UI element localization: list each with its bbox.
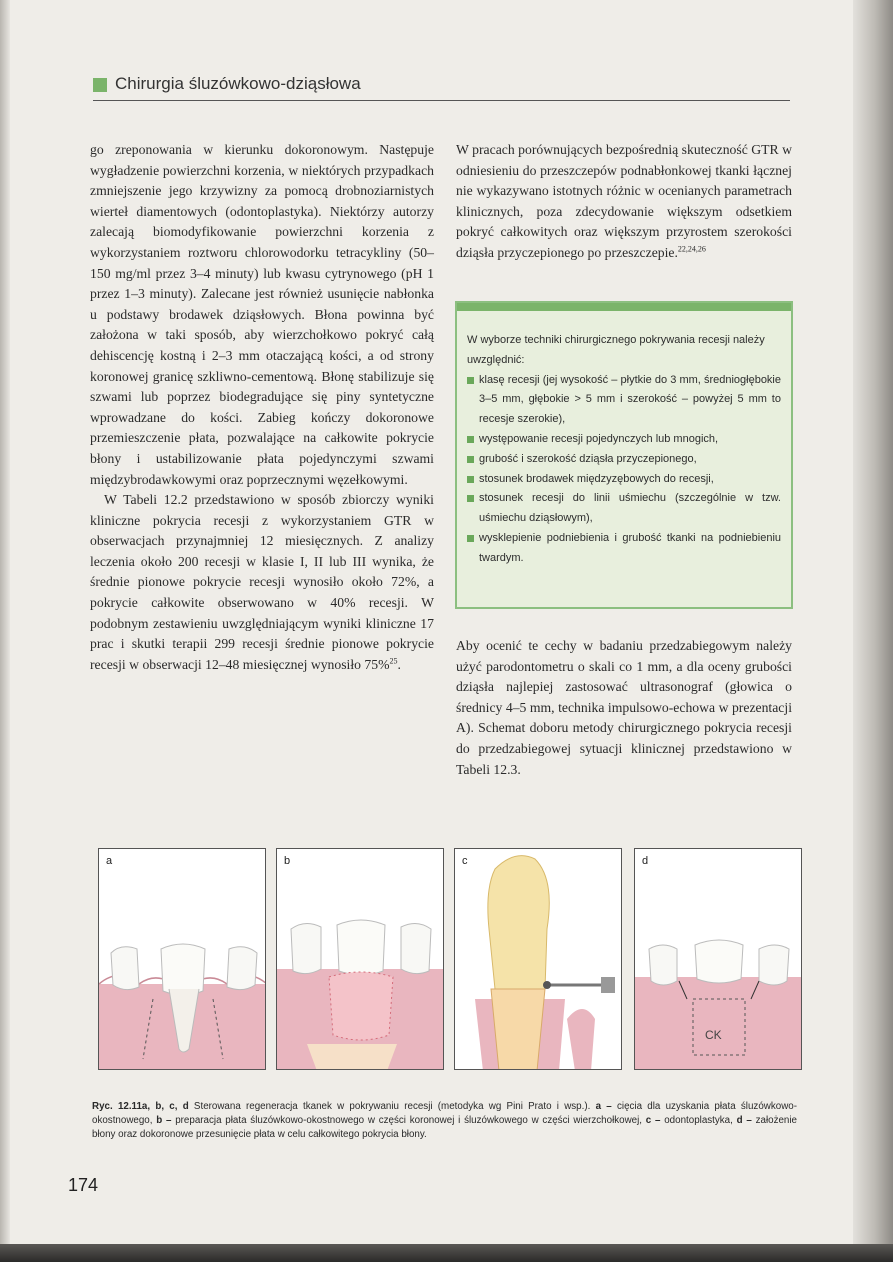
panel-label: b: [284, 855, 291, 867]
caption-ref: Ryc. 12.11a, b, c, d: [92, 1101, 189, 1112]
list-item: stosunek recesji do linii uśmiechu (szczególnie w tzw. uśmiechu dziąsłowym),: [467, 489, 781, 529]
list-item: występowanie recesji pojedynczych lub mnogich,: [467, 430, 781, 450]
figure-panel-b: [276, 848, 444, 1070]
caption-label-b: b –: [156, 1114, 172, 1126]
header-square-icon: [93, 78, 107, 92]
scan-shadow-bottom: [0, 1244, 893, 1262]
caption-label-d: d –: [736, 1114, 752, 1126]
left-column: [90, 140, 434, 675]
running-header: [93, 74, 790, 101]
citation-ref: 25: [389, 656, 398, 666]
panel-label: d: [642, 855, 649, 867]
right-column-bottom: [456, 636, 792, 780]
list-item: grubość i szerokość dziąsła przyczepionego,: [467, 450, 781, 470]
info-box-intro: W wyborze techniki chirurgicznego pokrywania recesji należy uwzględnić:: [467, 334, 765, 366]
info-box-list: [467, 371, 781, 569]
figure-panel-d: [634, 848, 802, 1070]
panel-label: c: [462, 855, 468, 867]
panel-d-illustration: [635, 849, 802, 1070]
panel-c-illustration: [455, 849, 622, 1070]
scan-shadow-right: [853, 0, 893, 1262]
list-item: klasę recesji (jej wysokość – płytkie do 3 mm, średniogłębokie 3–5 mm, głębokie > 5 mm i szerokość – powyżej 5 mm to recesje szerokie),: [467, 371, 781, 430]
list-item: wysklepienie podniebienia i grubość tkanki na podniebieniu twardym.: [467, 529, 781, 569]
caption-label-c: c –: [645, 1114, 661, 1126]
scan-shadow-left: [0, 0, 10, 1262]
panel-b-illustration: [277, 849, 444, 1070]
citation-refs: 22,24,26: [677, 244, 706, 254]
caption-label-a: a –: [595, 1101, 612, 1112]
right-paragraph-2: Aby ocenić te cechy w badaniu przedzabiegowym należy użyć parodontometru o skali co 1 mm, a dla oceny grubości dziąsła najlepiej zastosować ultrasonograf (głowica o średnicy 4–5 mm, technika impulsowo-echowa w prezentacji A). Schemat doboru metody chirurgicznego pokrycia recesji do przedzabiegowej sytuacji klinicznej przedstawiono w Tabeli 12.3.: [456, 638, 792, 777]
caption-d: założenie błony oraz dokoronowe przesunięcie płata w celu całkowitego pokrycia błony.: [92, 1114, 798, 1140]
left-paragraph-2: [90, 490, 434, 675]
info-box-bar: [457, 303, 791, 311]
chapter-title: Chirurgia śluzówkowo-dziąsłowa: [115, 74, 361, 93]
panel-label: a: [106, 855, 113, 867]
info-box: [455, 301, 793, 609]
figure-panel-c: [454, 848, 622, 1070]
figure-panel-a: [98, 848, 266, 1070]
svg-text:CK: CK: [705, 1028, 722, 1042]
right-column-top: [456, 140, 792, 264]
left-paragraph-2-end: .: [397, 656, 401, 672]
list-item: stosunek brodawek międzyzębowych do recesji,: [467, 470, 781, 490]
right-paragraph-1: [456, 140, 792, 264]
page-number: 174: [68, 1175, 99, 1195]
panel-a-illustration: [99, 849, 266, 1070]
caption-b: preparacja płata śluzówkowo-okostnowego w części koronowej i śluzówkowego w części wierzchołkowej,: [171, 1114, 646, 1126]
caption-text: Sterowana regeneracja tkanek w pokrywaniu recesji (metodyka wg Pini Prato i wsp.).: [188, 1101, 596, 1112]
figure-caption: [92, 1100, 797, 1141]
right-paragraph-1-text: W pracach porównujących bezpośrednią skuteczność GTR w odniesieniu do przeszczepów podnabłonkowej tkanki łącznej nie wykazywano istotnych różnic w ocenianych parametrach klinicznych, poza zdecydowanie większym odsetkiem pokryć całkowitych oraz większym przyrostem szerokości dziąsła przyczepionego po przeszczepie.: [456, 142, 792, 260]
caption-c: odontoplastyka,: [660, 1114, 737, 1126]
figure-panels: [98, 848, 802, 1070]
left-paragraph-2-text: W Tabeli 12.2 przedstawiono w sposób zbiorczy wyniki kliniczne pokrycia recesji z wykorzystaniem GTR w obserwacjach przynajmniej 12 miesięcznych. Z analizy leczenia około 200 recesji w klasie I, II lub III wynika, że średnie pionowe pokrycie recesji wynosiło około 72%, a pokrycie całkowite obserwowano w 40% recesji. W podobnym zestawieniu uwzględniającym wyniki kliniczne 17 prac i skutki terapii 299 recesji średnie pionowe pokrycie recesji w obserwacji 12–48 miesięcznej wynosiło 75%: [90, 492, 434, 672]
left-paragraph-1: go zreponowania w kierunku dokoronowym. Następuje wygładzenie powierzchni korzenia, w niektórych przypadkach zmniejszenie jego krzywizny za pomocą drobnoziarnistych wierteł diamentowych (odontoplastyka). Niektórzy autorzy zalecają biomodyfikowanie powierzchni korzenia z wykorzystaniem roztworu chlorowodorku tetracykliny (50–150 mg/ml przez 3–4 minuty) lub kwasu cytrynowego (pH 1 przez 1–3 minuty). Zalecane jest również usunięcie nabłonka u podstawy brodawek dziąsłowych. Błona powinna być założona w taki sposób, aby wierzchołkowo pokryć całą dehiscencję kostną i 2–3 mm otaczającą kości, a od strony koronowej granicę szkliwno-cementową. Błonę stabilizuje się szwami lub poprzez biodegradujące się piny syntetyczne wprowadzane do kości. Zabieg kończy dokoronowe przemieszczenie płata, pozwalające na całkowite pokrycie błony i ustabilizowanie płata pojedynczymi szwami międzybrodawkowymi oraz poprzecznymi węzełkowymi.: [90, 142, 434, 487]
caption-a: cięcia dla uzyskania płata śluzówkowo-okostnowego,: [92, 1101, 797, 1126]
